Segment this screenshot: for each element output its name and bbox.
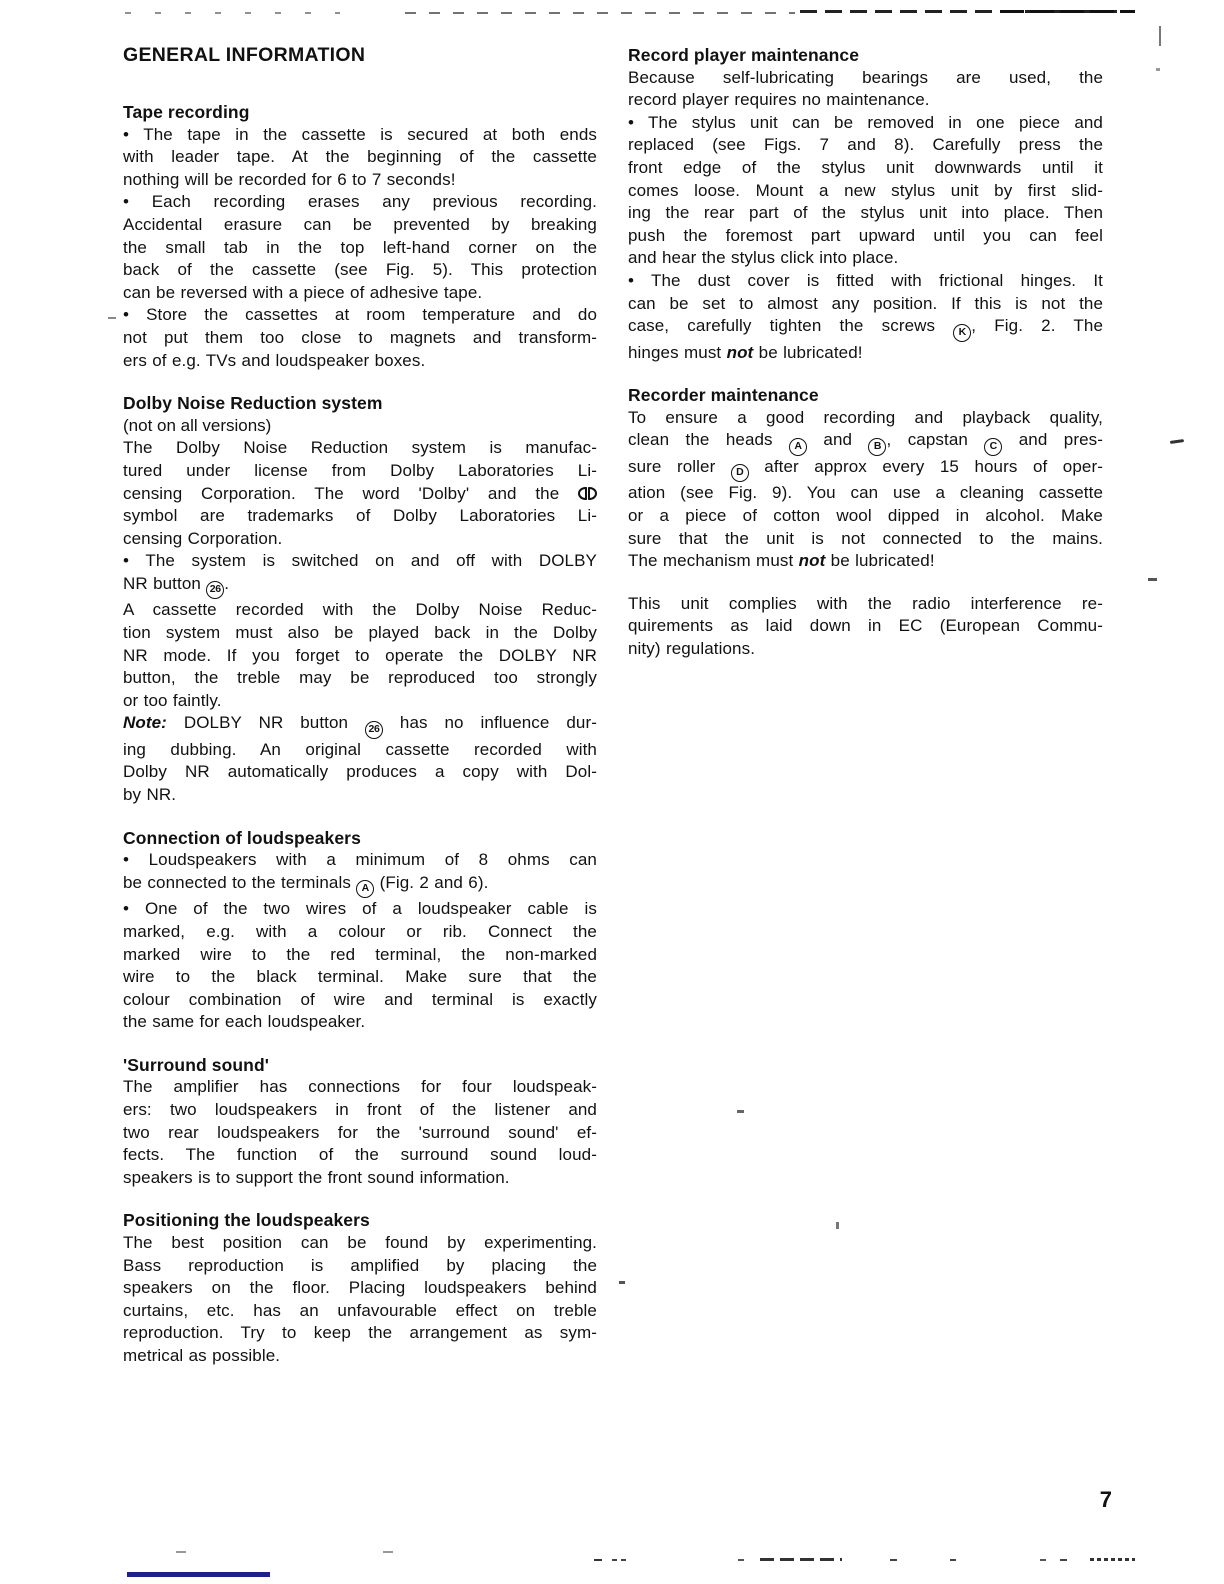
scan-artifact-top-dashes-4	[1000, 10, 1135, 13]
text-line: NR button 26 .	[123, 573, 597, 600]
text-line: • Each recording erases any previous recording.	[123, 192, 597, 212]
text-line: marked, e.g. with a colour or rib. Connect the	[123, 921, 597, 941]
text-line: curtains, etc. has an unfavourable effect on treble	[123, 1300, 597, 1320]
text-line: ers of e.g. TVs and loudspeaker boxes.	[123, 350, 426, 370]
section-heading: Tape recording	[123, 102, 250, 122]
text-line: The best position can be found by experimenting.	[123, 1233, 597, 1253]
text-line: quirements as laid down in EC (European Commu-	[628, 616, 1103, 636]
text-line: Note: DOLBY NR button 26 has no influence dur-	[123, 712, 597, 739]
emphasis-text: not	[726, 342, 754, 362]
scan-artifact-speck-1	[1170, 439, 1184, 444]
paragraph	[123, 191, 597, 304]
paragraph	[628, 112, 1103, 270]
text-line: wire to the black terminal. Make sure that the	[123, 967, 597, 987]
text-line: • The system is switched on and off with DOLBY	[123, 551, 597, 571]
circled-ref: K	[953, 324, 971, 342]
text-line: Bass reproduction is amplified by placing the	[123, 1255, 597, 1275]
text-line: record player requires no maintenance.	[628, 90, 930, 110]
text-line: can be reversed with a piece of adhesive tape.	[123, 282, 483, 302]
text-line: the same for each loudspeaker.	[123, 1012, 366, 1032]
paragraph	[628, 593, 1103, 661]
text-line: ation (see Fig. 9). You can use a cleaning cassette	[628, 483, 1103, 503]
text-line: symbol are trademarks of Dolby Laboratories Li-	[123, 506, 597, 526]
paragraph	[123, 304, 597, 372]
scan-artifact-speck-2	[1148, 578, 1157, 581]
paragraph	[628, 270, 1103, 364]
text-line: nothing will be recorded for 6 to 7 seconds!	[123, 169, 456, 189]
text-line: speakers is to support the front sound information.	[123, 1167, 510, 1187]
text-line: front edge of the stylus unit downwards until it	[628, 157, 1103, 177]
emphasis-text: not	[798, 551, 826, 571]
text-line: and hear the stylus click into place.	[628, 248, 899, 268]
scan-artifact-bottom-dash-8	[950, 1559, 956, 1561]
text-line: Dolby NR automatically produces a copy with Dol-	[123, 762, 597, 782]
scan-artifact-speck-6	[619, 1281, 625, 1284]
section-heading: Recorder maintenance	[628, 385, 819, 406]
paragraph	[628, 67, 1103, 112]
paragraph	[123, 712, 597, 806]
text-line: The amplifier has connections for four loudspeak-	[123, 1077, 597, 1097]
text-line: back of the cassette (see Fig. 5). This protection	[123, 260, 597, 280]
text-line: To ensure a good recording and playback quality,	[628, 407, 1103, 427]
text-line: A cassette recorded with the Dolby Noise Reduc-	[123, 600, 597, 620]
scan-artifact-top-dashes-2	[405, 12, 795, 14]
paragraph	[123, 124, 597, 192]
paragraph	[123, 849, 597, 898]
section-heading: 'Surround sound'	[123, 1054, 270, 1075]
emphasis-text: Note:	[123, 713, 167, 733]
section	[123, 392, 597, 807]
text-line: • The stylus unit can be removed in one piece and	[628, 112, 1103, 132]
text-line: reproduction. Try to keep the arrangement as sym-	[123, 1323, 597, 1343]
text-line: censing Corporation.	[123, 528, 283, 548]
section-subheading: (not on all versions)	[123, 415, 272, 435]
text-line: by NR.	[123, 785, 177, 805]
page-title-section	[123, 44, 597, 67]
section	[123, 101, 597, 372]
text-line: This unit complies with the radio interference re-	[628, 593, 1103, 613]
paragraph	[628, 407, 1103, 573]
section	[123, 827, 597, 1034]
text-line: clean the heads A and B , capstan C and pres-	[628, 429, 1103, 456]
section	[628, 593, 1103, 661]
scan-artifact-bottom-dash-5	[738, 1559, 744, 1561]
paragraph	[123, 1232, 597, 1368]
text-line: with leader tape. At the beginning of the cassette	[123, 147, 597, 167]
circled-ref: A	[356, 880, 374, 898]
text-line: metrical as possible.	[123, 1346, 281, 1365]
paragraph	[123, 550, 597, 599]
scan-artifact-bottom-dash-4	[612, 1559, 626, 1561]
text-line: sure that the unit is not connected to the mains.	[628, 528, 1103, 548]
section	[628, 44, 1103, 364]
text-line: The Dolby Noise Reduction system is manufac-	[123, 438, 597, 458]
scan-artifact-corner-dot	[1156, 68, 1160, 71]
text-line: case, carefully tighten the screws K , Fig. 2. The	[628, 315, 1103, 342]
text-line: or a piece of cotton wool dipped in alcohol. Make	[628, 506, 1103, 525]
scan-artifact-bottom-dash-2	[383, 1551, 393, 1553]
scan-artifact-bottom-dash-1	[176, 1551, 186, 1553]
text-line: button, the treble may be reproduced too strongly	[123, 668, 597, 688]
text-line: ing the rear part of the stylus unit into place. Then	[628, 203, 1103, 223]
text-line: Because self-lubricating bearings are used, the	[628, 67, 1103, 87]
scan-artifact-speck-3	[108, 317, 116, 319]
text-line: ing dubbing. An original cassette recorded with	[123, 739, 597, 759]
text-line: colour combination of wire and terminal is exactly	[123, 989, 597, 1009]
scan-artifact-bottom-dash-9	[1040, 1559, 1046, 1561]
paragraph	[123, 599, 597, 712]
text-line: speakers on the floor. Placing loudspeakers behind	[123, 1278, 597, 1298]
text-line: comes loose. Mount a new stylus unit by first slid-	[628, 180, 1103, 200]
dolby-double-d-icon	[578, 487, 597, 500]
text-line: • One of the two wires of a loudspeaker cable is	[123, 899, 597, 919]
text-line: fects. The function of the surround sound loud-	[123, 1145, 597, 1165]
page-title: GENERAL INFORMATION	[123, 44, 366, 66]
text-line: Accidental erasure can be prevented by breaking	[123, 214, 597, 234]
text-line: push the foremost part upward until you can feel	[628, 225, 1103, 245]
circled-ref: A	[789, 438, 807, 456]
section-heading: Dolby Noise Reduction system	[123, 393, 383, 414]
scan-artifact-bottom-dash-11	[1090, 1558, 1135, 1561]
page-number: 7	[1099, 1487, 1112, 1512]
text-line: nity) regulations.	[628, 638, 756, 658]
paragraph	[123, 437, 597, 550]
text-line: • The dust cover is fitted with frictional hinges. It	[628, 270, 1103, 290]
text-line: • The tape in the cassette is secured at both ends	[123, 124, 597, 144]
scan-artifact-bottom-dash-6	[760, 1558, 842, 1561]
circled-ref: 26	[206, 581, 224, 599]
text-line: NR mode. If you forget to operate the DOLBY NR	[123, 645, 597, 665]
text-line: tion system must also be played back in the Dolby	[123, 622, 597, 642]
section-heading: Record player maintenance	[628, 45, 860, 65]
text-line: censing Corporation. The word 'Dolby' and the	[123, 483, 597, 506]
scan-artifact-bottom-dash-7	[890, 1559, 897, 1561]
circled-ref: D	[731, 464, 749, 482]
left-column	[123, 44, 597, 1368]
footer-bar-artifact	[127, 1572, 270, 1577]
text-line: the small tab in the top left-hand corner on the	[123, 237, 597, 257]
circled-ref: 26	[365, 721, 383, 739]
scan-artifact-speck-4	[737, 1110, 744, 1113]
section-heading: Positioning the loudspeakers	[123, 1210, 370, 1231]
scan-artifact-bottom-dash-10	[1060, 1559, 1067, 1561]
text-line: hinges must not be lubricated!	[628, 342, 863, 362]
text-line: or too faintly.	[123, 690, 222, 710]
paragraph	[123, 1076, 597, 1189]
text-line: two rear loudspeakers for the 'surround sound' ef-	[123, 1122, 597, 1142]
text-line: ers: two loudspeakers in front of the listener and	[123, 1100, 597, 1120]
circled-ref: B	[868, 438, 886, 456]
scan-artifact-top-dashes-1	[125, 12, 340, 14]
scan-artifact-corner-tick	[1159, 26, 1161, 46]
circled-ref: C	[984, 438, 1002, 456]
text-line: marked wire to the red terminal, the non-marked	[123, 944, 597, 964]
scan-artifact-bottom-dash-3	[594, 1559, 602, 1561]
text-line: • Store the cassettes at room temperature and do	[123, 305, 597, 325]
section	[123, 1054, 597, 1190]
text-line: not put them too close to magnets and transform-	[123, 327, 597, 347]
scan-artifact-speck-5	[836, 1222, 839, 1229]
section	[628, 384, 1103, 573]
section-heading: Connection of loudspeakers	[123, 827, 361, 848]
section	[123, 1209, 597, 1367]
text-line: can be set to almost any position. If this is not the	[628, 293, 1103, 313]
text-line: The mechanism must not be lubricated!	[628, 551, 935, 571]
text-line: • Loudspeakers with a minimum of 8 ohms can	[123, 850, 597, 870]
paragraph	[123, 898, 597, 1034]
text-line: replaced (see Figs. 7 and 8). Carefully press the	[628, 135, 1103, 155]
text-line: sure roller D after approx every 15 hours of oper-	[628, 456, 1103, 483]
text-line: tured under license from Dolby Laboratories Li-	[123, 460, 597, 480]
text-line: be connected to the terminals A (Fig. 2 and 6).	[123, 872, 597, 899]
right-column	[628, 44, 1103, 661]
